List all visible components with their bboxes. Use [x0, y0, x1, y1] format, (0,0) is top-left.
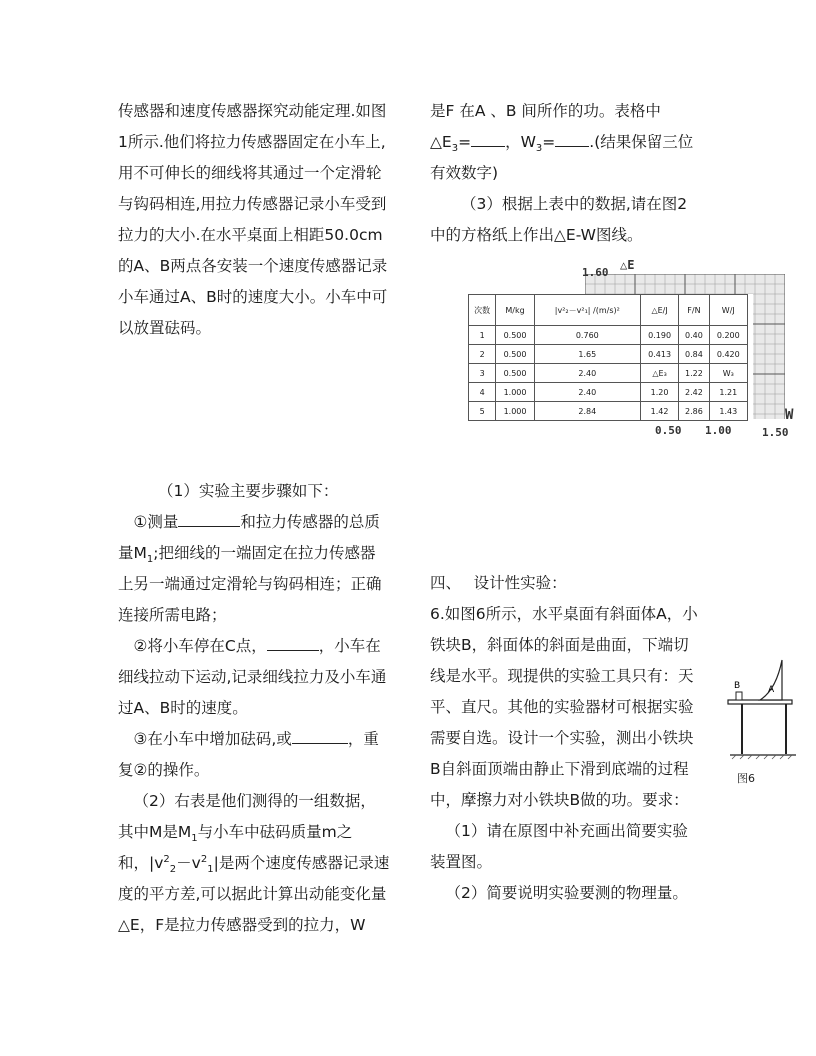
table-cell: 0.760 — [534, 326, 640, 345]
x-tick-1: 1.00 — [705, 424, 732, 437]
table-cell: 2.42 — [679, 383, 709, 402]
table-cell: 1.000 — [496, 402, 534, 421]
table-cell: 1.42 — [640, 402, 678, 421]
q1-b-text-2: ，小车在细线拉动下运动,记录细线拉力及小车通过A、B时的速度。 — [118, 637, 387, 717]
q2-text-1: （2）右表是他们测得的一组数据，其中M是M — [118, 792, 376, 841]
label-b: B — [734, 681, 741, 691]
y-axis-label: △E — [620, 258, 635, 272]
table-row — [469, 326, 748, 345]
table-header: M/kg — [496, 295, 534, 326]
figure-2-graph-table — [465, 258, 810, 442]
q1-title: （1）实验主要步骤如下： — [158, 482, 339, 500]
table-cell: 0.190 — [640, 326, 678, 345]
q1-step-b — [118, 631, 390, 724]
table-cell: 2.40 — [534, 364, 640, 383]
q2-text-3: －v — [176, 854, 201, 872]
blank-w3[interactable] — [555, 130, 589, 147]
table-cell: 1.21 — [709, 383, 747, 402]
table-header: W/J — [709, 295, 747, 326]
cont-text-5: .(结果保留三位有效数字) — [430, 133, 694, 182]
table-cell: 0.200 — [709, 326, 747, 345]
cont-text-3: ，W — [505, 133, 536, 151]
q1-step-a: ①测量 和拉力传感器的总质量$M_1$;把细线的一端固定在拉力传感器上另一端通过定滑轮与钩码相连；正确连接所需电路； — [118, 507, 390, 631]
continuation-paragraph: 是F 在A 、B 间所作的功。表格中$\triangle E_3=$ ，$W_3=$ .(结果保留三位有效数字) — [430, 102, 694, 182]
table-cell: 0.40 — [679, 326, 709, 345]
table-cell: 2.86 — [679, 402, 709, 421]
table-header: △E/J — [640, 295, 678, 326]
section-4-title: 四、 设计性实验： — [430, 574, 567, 592]
q1-b-text-1: ②将小车停在C点， — [133, 637, 267, 655]
table-cell: 0.500 — [496, 326, 534, 345]
cont-text-2: = — [458, 133, 472, 151]
table-cell: 2.84 — [534, 402, 640, 421]
x-tick-2: 1.50 — [762, 426, 789, 439]
label-a: A — [768, 685, 775, 695]
table-cell: 0.500 — [496, 345, 534, 364]
q2-paragraph: （2）右表是他们测得的一组数据，其中M是$M_1$与小车中砝码质量m之和，$|v^2_2-v^2_1|$是两个速度传感器记录速度的平方差,可以据此计算出动能变化量△E，F是拉力传感器受到的拉力，W — [118, 792, 390, 934]
table-cell: 3 — [469, 364, 496, 383]
q2-text-4: |是两个速度传感器记录速度的平方差,可以据此计算出动能变化量△E，F是拉力传感器受到的拉力，W — [118, 854, 390, 934]
table-cell: 0.84 — [679, 345, 709, 364]
table-cell: 0.413 — [640, 345, 678, 364]
table-row — [469, 364, 748, 383]
blank-c[interactable] — [292, 727, 348, 744]
table-cell: 1.22 — [679, 364, 709, 383]
x-tick-0: 0.50 — [655, 424, 682, 437]
iron-block-b — [736, 692, 742, 700]
table-header: F/N — [679, 295, 709, 326]
table-row — [469, 383, 748, 402]
intro-paragraph: 传感器和速度传感器探究动能定理.如图1所示.他们将拉力传感器固定在小车上,用不可伸长的细线将其通过一个定滑轮与钩码相连,用拉力传感器记录小车受到拉力的大小.在水平桌面上相距50.0cm的A、B两点各安装一个速度传感器记录小车通过A、B时的速度大小。小车中可以放置砝码。 — [118, 102, 388, 337]
table-cell: 2.40 — [534, 383, 640, 402]
table-cell: 1.20 — [640, 383, 678, 402]
table-cell: 1.000 — [496, 383, 534, 402]
table-cell: 0.500 — [496, 364, 534, 383]
blank-delta-e3[interactable] — [471, 130, 505, 147]
q1-a-text-1: ①测量 — [133, 513, 179, 531]
section-4 — [430, 568, 702, 909]
q1-a-text-3: ;把细线的一端固定在拉力传感器上另一端通过定滑轮与钩码相连；正确连接所需电路； — [118, 544, 382, 624]
question-6-part-2: （2）简要说明实验要测的物理量。 — [445, 884, 688, 902]
table-cell: W₃ — [709, 364, 747, 383]
table-cell: 1.43 — [709, 402, 747, 421]
table-cell: △E₃ — [640, 364, 678, 383]
table-row — [469, 402, 748, 421]
y-tick-label: 1.60 — [582, 266, 609, 279]
question-6: 6.如图6所示，水平桌面有斜面体A，小铁块B，斜面体的斜面是曲面，下端切线是水平。现提供的实验工具只有：天平、直尺。其他的实验器材可根据实验需要自选。设计一个实验，测出小铁块B自斜面顶端由静止下滑到底端的过程中，摩擦力对小铁块B做的功。要求： — [430, 605, 698, 809]
right-column — [430, 96, 700, 251]
table-cell: 0.420 — [709, 345, 747, 364]
data-table — [468, 294, 748, 421]
figure-6-caption: 图6 — [737, 772, 755, 785]
table-header: |v²₂－v²₁| /(m/s)² — [534, 295, 640, 326]
blank-b[interactable] — [267, 634, 319, 651]
table-cell: 1.65 — [534, 345, 640, 364]
table-cell: 2 — [469, 345, 496, 364]
table-header-row — [469, 295, 748, 326]
table-header: 次数 — [469, 295, 496, 326]
q1-c-text-1: ③在小车中增加砝码,或 — [133, 730, 292, 748]
question-6-part-1: （1）请在原图中补充画出简要实验装置图。 — [430, 822, 688, 871]
data-table-wrap — [468, 294, 753, 420]
table-cell: 1 — [469, 326, 496, 345]
blank-a[interactable] — [178, 510, 240, 527]
figure-6-diagram — [724, 656, 800, 790]
left-column — [118, 96, 390, 344]
cont-text-4: = — [542, 133, 556, 151]
x-axis-label: W — [785, 407, 794, 423]
table-cell: 5 — [469, 402, 496, 421]
q1-a-text-2: 和拉力传感器的总质量M — [118, 513, 380, 562]
q1-c-text-2: ，重复②的操作。 — [118, 730, 379, 779]
q2-text-2: 与小车中砝码质量m之和，|v — [118, 823, 353, 872]
table-cell: 4 — [469, 383, 496, 402]
cont-text-1: 是F 在A 、B 间所作的功。表格中△E — [430, 102, 661, 151]
table-row — [469, 345, 748, 364]
q3-paragraph: （3）根据上表中的数据,请在图2中的方格纸上作出△E-W图线。 — [430, 195, 688, 244]
question-1-2-block — [118, 476, 390, 941]
q1-step-c — [118, 724, 390, 786]
